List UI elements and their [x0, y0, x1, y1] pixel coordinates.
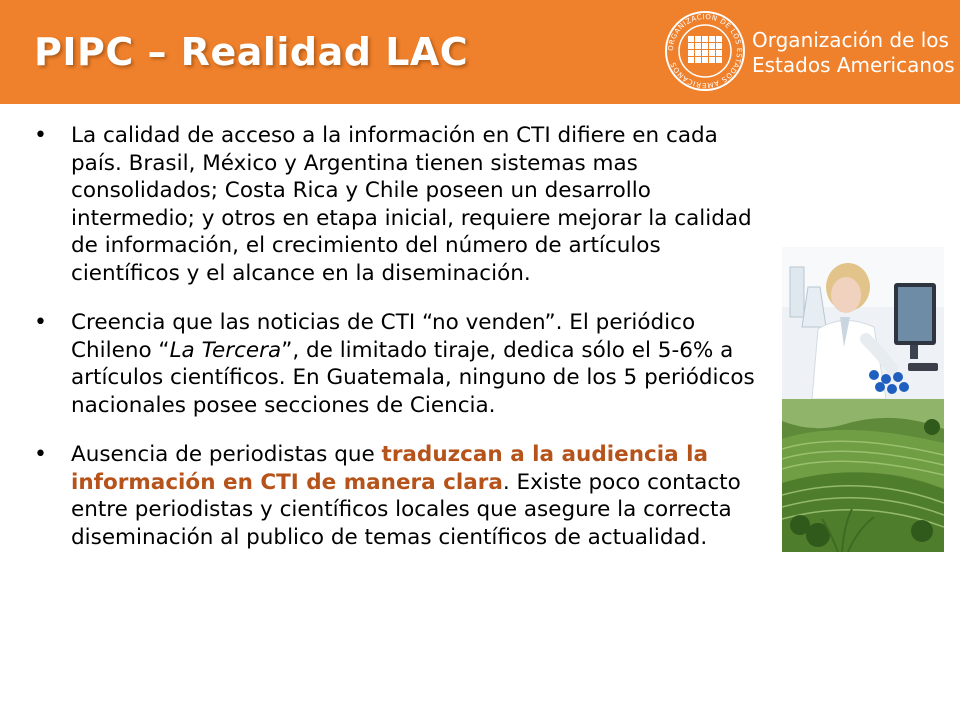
bullet-dot-icon: • — [34, 310, 47, 335]
organization-name — [752, 28, 955, 78]
bullet-text: Creencia que las noticias de CTI “no venden”. El periódico Chileno “ — [71, 310, 696, 363]
svg-text:ORGANIZACION DE LOS ESTADOS AM: ORGANIZACION DE LOS ESTADOS AMERICANOS — [666, 12, 744, 90]
bullet-dot-icon: • — [34, 123, 47, 148]
slide-title: PIPC – Realidad LAC — [34, 30, 469, 74]
title-bar — [0, 0, 960, 104]
oas-seal-icon — [664, 10, 746, 92]
bullet-dot-icon: • — [34, 442, 47, 467]
bullet-item — [34, 441, 774, 551]
bullet-list — [34, 122, 774, 573]
bullet-item — [34, 122, 774, 287]
organization-name-line1: Organización de los — [752, 28, 949, 52]
bullet-text: Ausencia de periodistas que — [71, 442, 382, 467]
bullet-item — [34, 309, 774, 419]
photo-column — [782, 247, 944, 552]
oas-logo — [664, 10, 955, 98]
landscape-photo — [782, 399, 944, 552]
organization-name-line2: Estados Americanos — [752, 53, 955, 77]
highlighted-text: traduzcan a la audiencia la información en CTI de manera clara — [71, 442, 708, 495]
scientist-photo — [782, 247, 944, 399]
bullet-text: La calidad de acceso a la información en CTI difiere en cada país. Brasil, México y Argentina tienen sistemas mas consolidados; Costa Rica y Chile poseen un desarrollo intermedio; y otros en etapa inicial, requiere mejorar la calidad de información, el crecimiento del número de artículos científicos y el alcance en la diseminación. — [71, 123, 752, 286]
bullet-text-continued: . Existe poco contacto entre periodistas y científicos locales que asegure la correcta diseminación al publico de temas científicos de actualidad. — [71, 469, 741, 550]
bullet-text-continued: ”, de limitado tiraje, dedica sólo el 5-6% a artículos científicos. En Guatemala, ninguno de los 5 periódicos nacionales posee secciones de Ciencia. — [71, 337, 755, 418]
newspaper-name: La Tercera — [169, 337, 282, 363]
